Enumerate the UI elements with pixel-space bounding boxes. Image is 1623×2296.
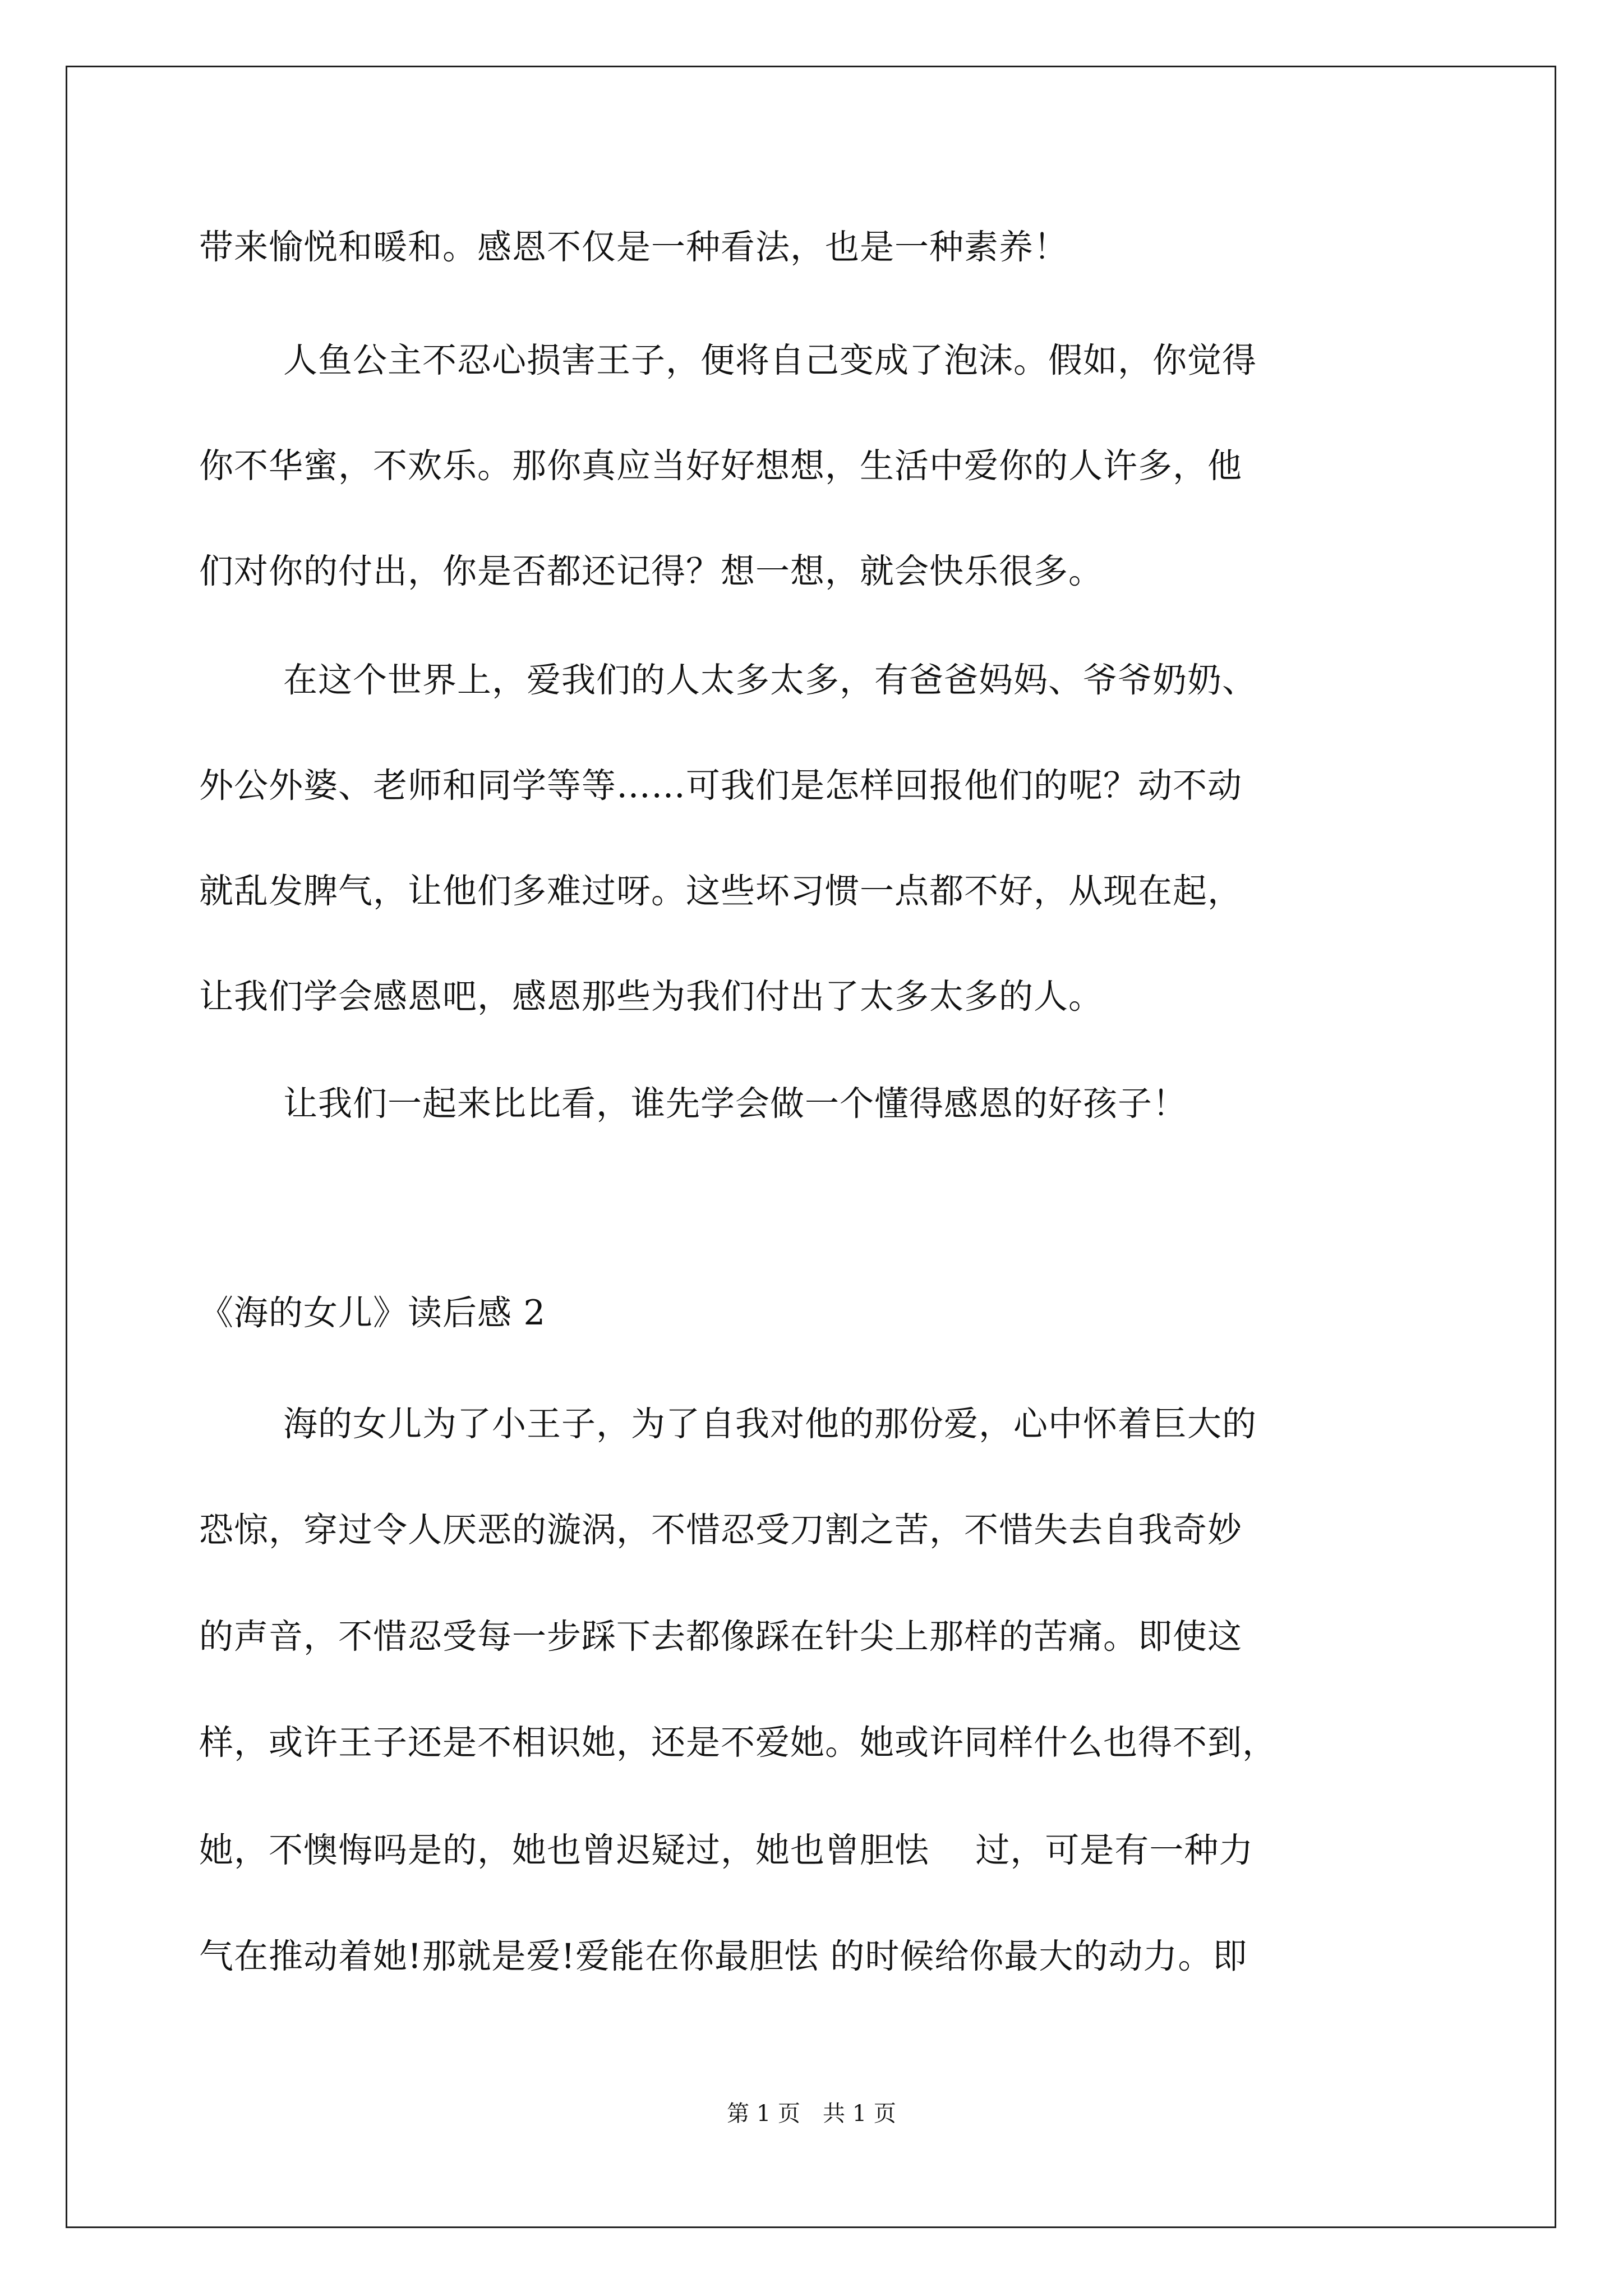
paragraph-line: 在这个世界上，爱我们的人太多太多，有爸爸妈妈、爷爷奶奶、 bbox=[283, 660, 1257, 700]
paragraph-line: 气在推动着她!那就是爱!爱能在你最胆怯 的时候给你最大的动力。即 bbox=[199, 1936, 1248, 1976]
paragraph-line: 们对你的付出，你是否都还记得？想一想，就会快乐很多。 bbox=[199, 551, 1104, 591]
paragraph-line: 带来愉悦和暖和。感恩不仅是一种看法，也是一种素养！ bbox=[199, 227, 1069, 267]
paragraph-line: 外公外婆、老师和同学等等……可我们是怎样回报他们的呢？动不动 bbox=[199, 766, 1243, 806]
paragraph-line: 让我们学会感恩吧，感恩那些为我们付出了太多太多的人。 bbox=[199, 977, 1104, 1016]
page-border bbox=[66, 66, 1556, 2228]
paragraph-line: 的声音，不惜忍受每一步踩下去都像踩在针尖上那样的苦痛。即使这 bbox=[199, 1617, 1243, 1657]
paragraph-line: 海的女儿为了小王子，为了自我对他的那份爱，心中怀着巨大的 bbox=[283, 1404, 1257, 1444]
section-heading: 《海的女儿》读后感 2 bbox=[199, 1293, 546, 1333]
paragraph-line: 恐惊，穿过令人厌恶的漩涡，不惜忍受刀割之苦，不惜失去自我奇妙 bbox=[199, 1510, 1243, 1550]
paragraph-line: 她，不懊悔吗是的，她也曾迟疑过，她也曾胆怯 过，可是有一种力 bbox=[199, 1830, 1254, 1870]
paragraph-line: 就乱发脾气，让他们多难过呀。这些坏习惯一点都不好，从现在起， bbox=[199, 871, 1243, 911]
page-number: 第 1 页 共 1 页 bbox=[727, 2101, 896, 2127]
paragraph-line: 让我们一起来比比看，谁先学会做一个懂得感恩的好孩子！ bbox=[283, 1084, 1188, 1124]
paragraph-line: 人鱼公主不忍心损害王子，便将自己变成了泡沫。假如，你觉得 bbox=[283, 341, 1257, 380]
paragraph-line: 样，或许王子还是不相识她，还是不爱她。她或许同样什么也得不到， bbox=[199, 1723, 1278, 1763]
paragraph-line: 你不华蜜，不欢乐。那你真应当好好想想，生活中爱你的人许多，他 bbox=[199, 446, 1243, 486]
